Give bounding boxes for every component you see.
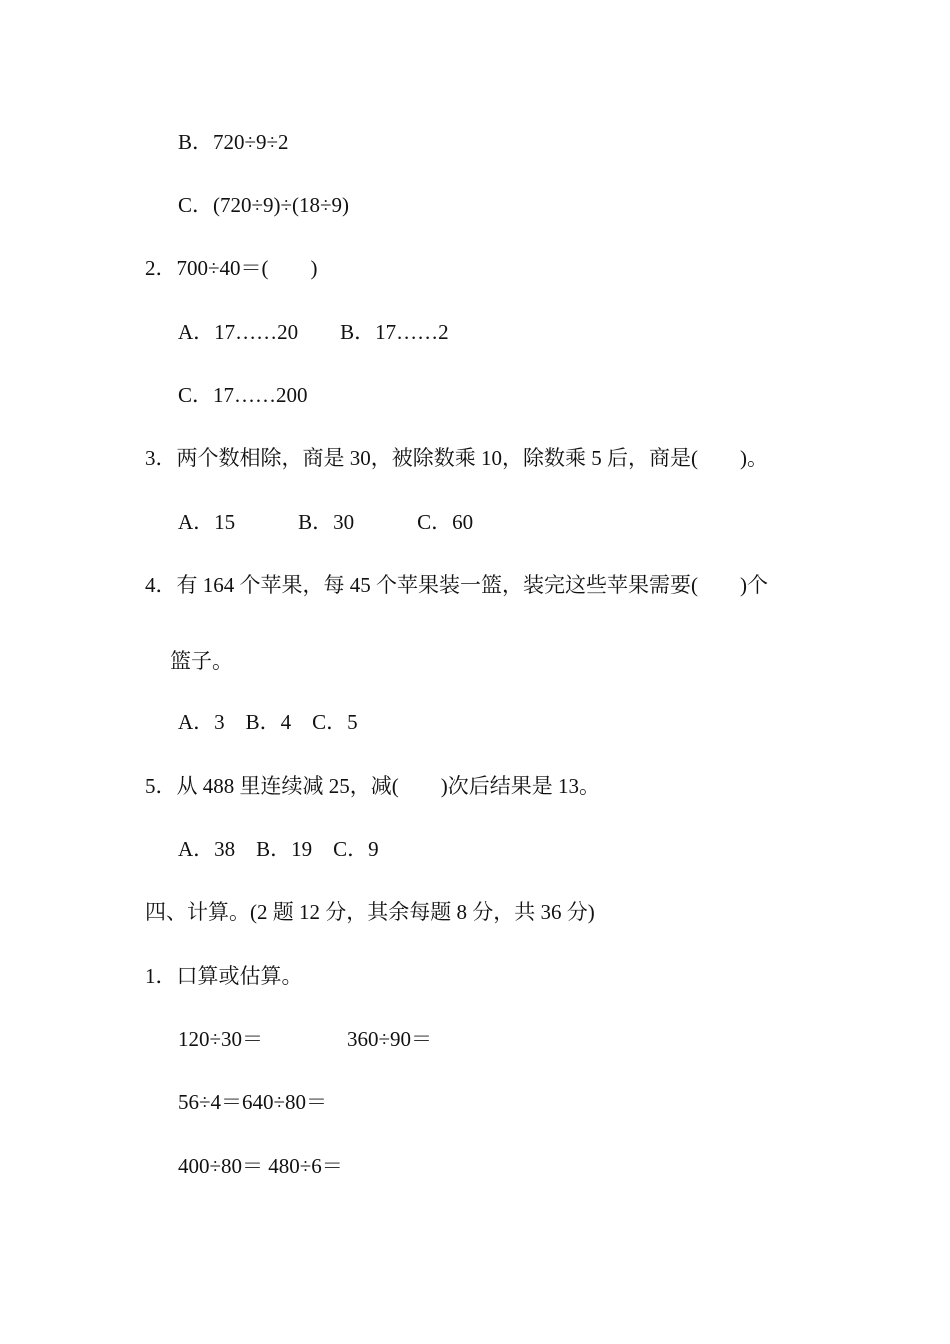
option-1c: C．(720÷9)÷(18÷9) — [178, 193, 350, 217]
calc-row-2: 56÷4＝640÷80＝ — [178, 1090, 328, 1114]
calc-question-1: 1．口算或估算。 — [145, 964, 303, 988]
question-4-cont: 篮子。 — [170, 649, 233, 673]
question-2: 2．700÷40＝( ) — [145, 256, 318, 280]
option-1b: B．720÷9÷2 — [178, 130, 289, 154]
question-4: 4．有 164 个苹果，每 45 个苹果装一篮，装完这些苹果需要( )个 — [145, 573, 768, 597]
section-4-heading: 四、计算。(2 题 12 分，其余每题 8 分，共 36 分) — [145, 900, 595, 924]
option-2c: C．17……200 — [178, 383, 308, 407]
options-2ab: A．17……20 B．17……2 — [178, 320, 449, 344]
calc-row-1: 120÷30＝ 360÷90＝ — [178, 1027, 433, 1051]
question-5: 5．从 488 里连续减 25，减( )次后结果是 13。 — [145, 774, 600, 798]
question-3: 3．两个数相除，商是 30，被除数乘 10，除数乘 5 后，商是( )。 — [145, 446, 768, 470]
options-4: A．3 B．4 C．5 — [178, 710, 358, 734]
options-3: A．15 B．30 C．60 — [178, 510, 474, 534]
options-5: A．38 B．19 C．9 — [178, 837, 379, 861]
calc-row-3: 400÷80＝ 480÷6＝ — [178, 1154, 343, 1178]
